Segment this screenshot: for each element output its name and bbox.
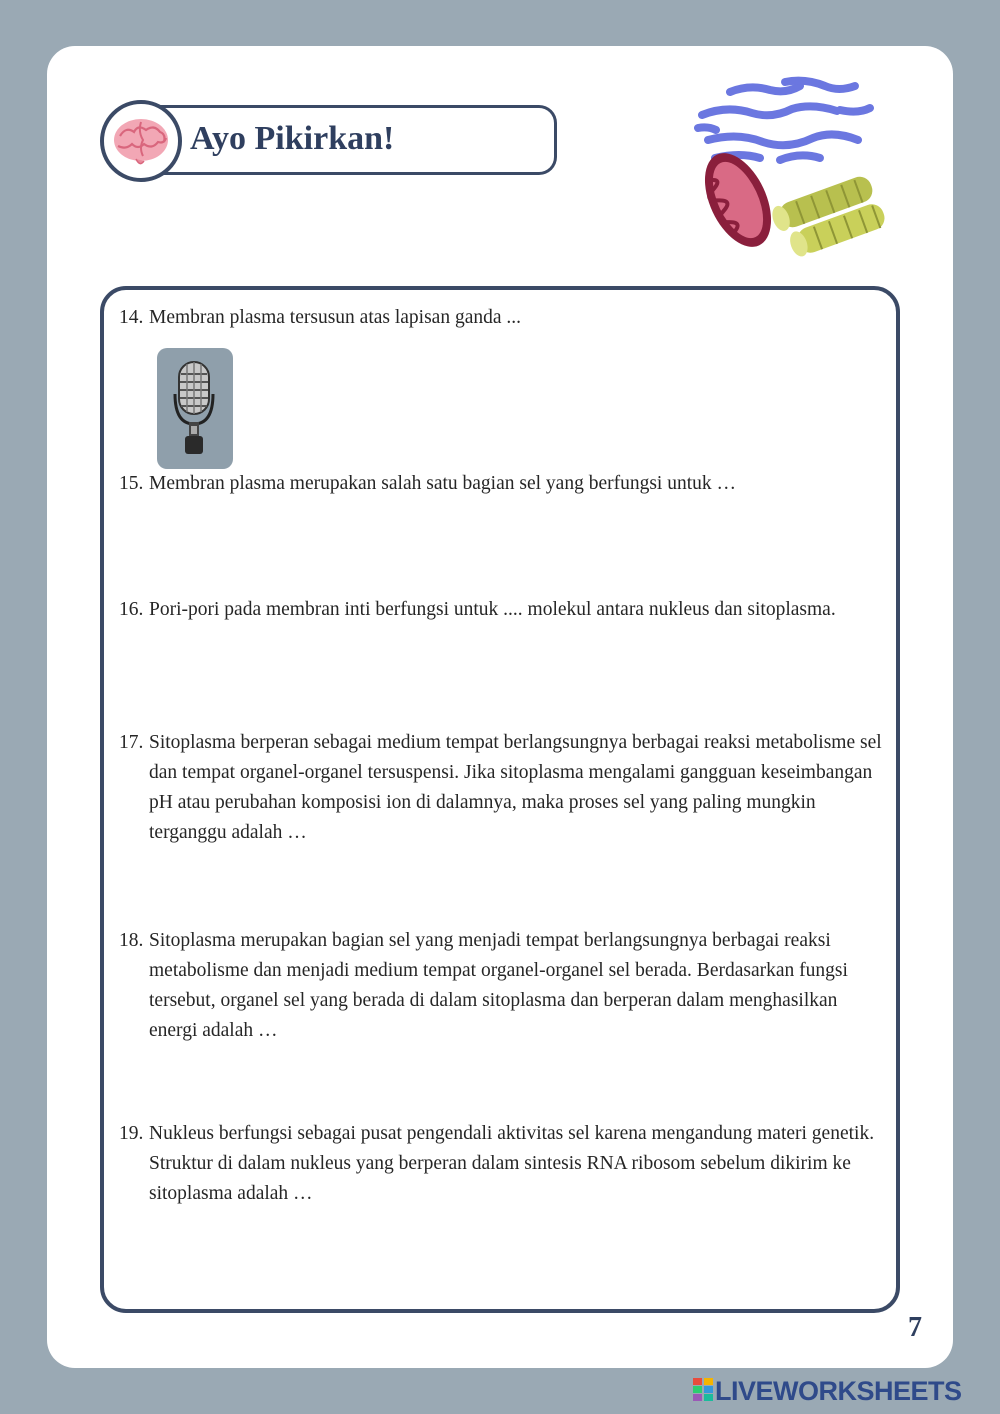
question-text: Pori-pori pada membran inti berfungsi untuk .... molekul antara nukleus dan sitoplasma.: [149, 599, 836, 620]
page-title: Ayo Pikirkan!: [190, 120, 395, 157]
question-14: [119, 303, 889, 333]
microphone-icon: [171, 360, 219, 458]
question-number: 15.: [119, 473, 144, 494]
question-16: [119, 595, 859, 625]
brain-icon: [110, 114, 172, 170]
question-text: Membran plasma tersusun atas lapisan ganda ...: [149, 307, 522, 328]
page-number: 7: [908, 1312, 922, 1343]
audio-record-button[interactable]: [157, 348, 233, 469]
question-19: [119, 1119, 879, 1209]
liveworksheets-brand: LIVEWORKSHEETS: [715, 1376, 962, 1406]
question-18: [119, 926, 864, 1046]
organelles-illustration: [690, 70, 890, 270]
question-number: 16.: [119, 599, 144, 620]
liveworksheets-icon: [693, 1378, 713, 1402]
brain-badge: [100, 100, 182, 182]
question-text: Membran plasma merupakan salah satu bagian sel yang berfungsi untuk …: [149, 473, 737, 494]
question-text: Sitoplasma merupakan bagian sel yang menjadi tempat berlangsungnya berbagai reaksi metabolisme dan menjadi medium tempat organel-organel sel berada. Berdasarkan fungsi tersebut, organel sel yang berada di dalam sitoplasma dan berperan dalam menghasilkan energi adalah …: [149, 930, 848, 1041]
question-number: 19.: [119, 1123, 144, 1144]
question-number: 17.: [119, 732, 144, 753]
question-text: Sitoplasma berperan sebagai medium tempat berlangsungnya berbagai reaksi metabolisme sel dan tempat organel-organel tersuspensi. Jika sitoplasma mengalami gangguan keseimbangan pH atau perubahan komposisi ion di dalamnya, maka proses sel yang paling mungkin terganggu adalah …: [149, 732, 882, 843]
question-text: Nukleus berfungsi sebagai pusat pengendali aktivitas sel karena mengandung materi genetik. Struktur di dalam nukleus yang berperan dalam sintesis RNA ribosom sebelum dikirim ke sitoplasma adalah …: [149, 1123, 875, 1204]
question-number: 18.: [119, 930, 144, 951]
liveworksheets-logo[interactable]: [693, 1376, 993, 1406]
question-15: [119, 469, 889, 499]
question-number: 14.: [119, 307, 144, 328]
question-17: [119, 728, 889, 848]
